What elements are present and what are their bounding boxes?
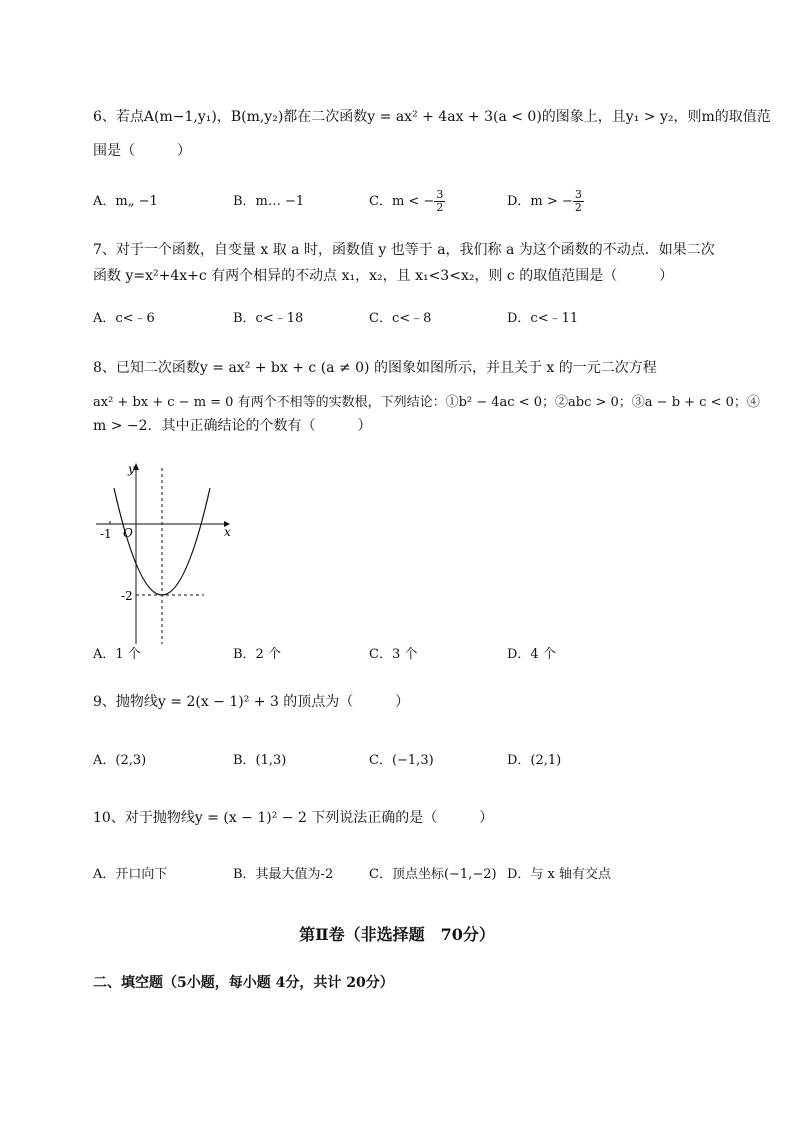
q7-option-a[interactable]: A．c<﹣6: [93, 311, 155, 326]
origin-label: O: [123, 526, 133, 540]
neg2-label: -2: [121, 589, 133, 603]
q9-option-c[interactable]: C．(−1,3): [369, 753, 434, 768]
q8-stem-line2: ax² + bx + c − m = 0 有两个不相等的实数根，下列结论：①b² − 4ac < 0；②abc > 0；③a − b + c < 0；④: [93, 395, 760, 410]
q7-option-b[interactable]: B．c<﹣18: [233, 311, 304, 326]
q6-option-c[interactable]: [369, 187, 445, 217]
q6-option-c-num: 3: [436, 188, 444, 201]
q7-option-d[interactable]: D．c<﹣11: [507, 311, 579, 326]
q10-options: [93, 860, 713, 890]
q7-stem-line2: 函数 y=x²+4x+c 有两个相异的不动点 x₁，x₂，且 x₁<3<x₂，则 c 的取值范围是（ ）: [93, 268, 674, 284]
y-axis-label: y: [128, 462, 135, 476]
q9-option-b[interactable]: B．(1,3): [233, 753, 287, 768]
q6-option-c-den: 2: [436, 201, 444, 214]
q9-stem-line1: 9、抛物线y = 2(x − 1)² + 3 的顶点为（ ）: [93, 694, 410, 710]
q7-option-c[interactable]: C．c<﹣8: [369, 311, 432, 326]
q6-option-d-prefix: D．m > −: [507, 194, 573, 209]
q9-options: [93, 746, 713, 776]
q8-stem-line1: 8、已知二次函数y = ax² + bx + c (a ≠ 0) 的图象如图所示，并且关于 x 的一元二次方程: [93, 360, 657, 376]
q7-stem-line1: 7、对于一个函数，自变量 x 取 a 时，函数值 y 也等于 a，我们称 a 为这个函数的不动点．如果二次: [93, 242, 715, 258]
q8-options: [93, 640, 713, 670]
q9-option-d[interactable]: D．(2,1): [507, 753, 562, 768]
q6-option-c-prefix: C．m < −: [369, 194, 435, 209]
q6-option-a[interactable]: A．m„ −1: [93, 194, 158, 209]
q8-option-d[interactable]: D．4 个: [507, 647, 556, 662]
section2-title: 第Ⅱ卷（非选择题 70分）: [299, 925, 495, 944]
q10-stem-line1: 10、对于抛物线y = (x − 1)² − 2 下列说法正确的是（ ）: [93, 810, 494, 826]
q10-option-d[interactable]: D．与 x 轴有交点: [507, 867, 612, 882]
q9-option-a[interactable]: A．(2,3): [93, 753, 147, 768]
q6-stem-line2: 围是（ ）: [93, 143, 191, 159]
x-axis-label: x: [224, 525, 231, 539]
q10-option-c[interactable]: C．顶点坐标(−1,−2): [369, 867, 497, 882]
neg1-label: -1: [100, 527, 112, 541]
q7-options: [93, 304, 713, 334]
q10-option-a[interactable]: A．开口向下: [93, 867, 168, 882]
q6-options: [93, 187, 713, 217]
q6-option-b[interactable]: B．m… −1: [233, 194, 305, 209]
section2-subtitle: 二、填空题（5小题，每小题 4分，共计 20分）: [93, 975, 394, 991]
q10-option-b[interactable]: B．其最大值为-2: [233, 867, 334, 882]
q8-stem-line3: m > −2．其中正确结论的个数有（ ）: [93, 418, 372, 434]
q8-option-b[interactable]: B．2 个: [233, 647, 281, 662]
q6-option-c-fraction: [434, 189, 445, 214]
q6-stem-line1: 6、若点A(m−1,y₁)，B(m,y₂)都在二次函数y = ax² + 4ax + 3(a < 0)的图象上，且y₁ > y₂，则m的取值范: [93, 109, 771, 125]
q6-option-d[interactable]: [507, 187, 584, 217]
q6-option-d-den: 2: [574, 201, 582, 214]
q8-option-c[interactable]: C．3 个: [369, 647, 418, 662]
q6-option-d-fraction: [573, 189, 584, 214]
q8-parabola-graph: [92, 458, 242, 648]
q8-option-a[interactable]: A．1 个: [93, 647, 141, 662]
q6-option-d-num: 3: [574, 188, 582, 201]
